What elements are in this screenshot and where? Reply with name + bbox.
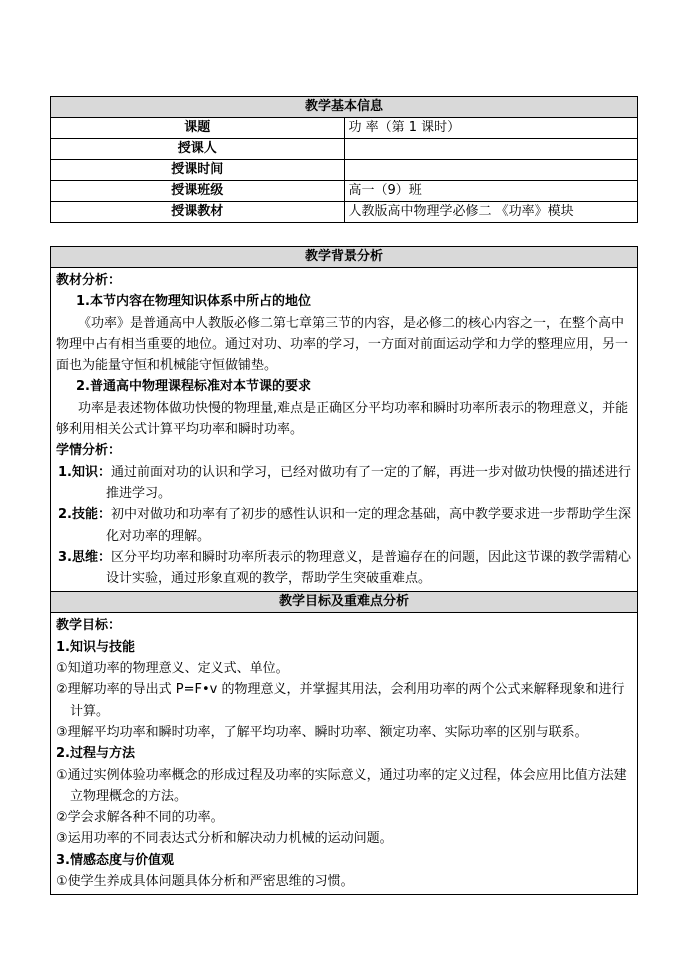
objectives-section <box>51 613 638 895</box>
textbook-analysis-title: 教材分析： <box>56 273 122 288</box>
point2-text: 功率是表述物体做功快慢的物理量,难点是正确区分平均功率和瞬时功率所表示的物理意义，并能够利用相关公式计算平均功率和瞬时功率。 <box>56 400 629 438</box>
learner-item-text: 初中对做功和功率有了初步的感性认识和一定的理念基础，高中教学要求进一步帮助学生深化对功率的理解。 <box>106 507 631 544</box>
table-row <box>51 202 638 223</box>
row-label-topic: 课题 <box>51 118 345 139</box>
row-value-time <box>344 160 638 181</box>
row-value-teacher <box>344 139 638 160</box>
basic-info-header: 教学基本信息 <box>51 97 638 118</box>
row-label-class: 授课班级 <box>51 181 345 202</box>
objectives-title: 教学目标： <box>56 618 122 634</box>
attitude-values-title: 3.情感态度与价值观 <box>56 852 174 868</box>
basic-info-table <box>50 96 638 223</box>
learner-item-skill <box>56 504 632 547</box>
row-value-topic: 功 率（第 1 课时） <box>344 118 638 139</box>
point2-title: 2.普通高中物理课程标准对本节课的要求 <box>76 379 311 395</box>
learner-item-label: 1.知识： <box>58 464 111 480</box>
row-value-textbook: 人教版高中物理学必修二 《功率》模块 <box>344 202 638 223</box>
learner-item-knowledge <box>56 462 632 505</box>
point1-text: 《功率》是普通高中人教版必修二第七章第三节的内容，是必修二的核心内容之一，在整个高中物理中占有相当重要的地位。通过对功、功率的学习，一方面对前面运动学和力学的整理应用，另一面也为能量守恒和机械能守恒做铺垫。 <box>56 315 629 374</box>
list-item: ②学会求解各种不同的功率。 <box>56 810 224 826</box>
learner-item-thinking <box>56 547 632 590</box>
background-header: 教学背景分析 <box>51 247 638 268</box>
background-section <box>51 268 638 592</box>
knowledge-skills-title: 1.知识与技能 <box>56 639 135 655</box>
list-item: ②理解功率的导出式 P=F•v 的物理意义，并掌握其用法，会利用功率的两个公式来解释现象和进行计算。 <box>56 682 625 719</box>
list-item: ③理解平均功率和瞬时功率，了解平均功率、瞬时功率、额定功率、实际功率的区别与联系。 <box>56 724 588 740</box>
table-row <box>51 181 638 202</box>
learner-item-text: 通过前面对功的认识和学习，已经对做功有了一定的了解，再进一步对做功快慢的描述进行推进学习。 <box>106 464 631 501</box>
objectives-header: 教学目标及重难点分析 <box>51 592 638 613</box>
learner-item-label: 2.技能： <box>58 507 111 523</box>
process-methods-title: 2.过程与方法 <box>56 746 135 762</box>
table-row <box>51 118 638 139</box>
learner-item-label: 3.思维： <box>58 549 111 565</box>
learner-analysis-title: 学情分析： <box>56 443 122 459</box>
list-item: ①通过实例体验功率概念的形成过程及功率的实际意义，通过功率的定义过程，体会应用比值方法建立物理概念的方法。 <box>56 767 627 804</box>
row-label-time: 授课时间 <box>51 160 345 181</box>
list-item: ①使学生养成具体问题具体分析和严密思维的习惯。 <box>56 874 354 890</box>
table-row <box>51 139 638 160</box>
row-label-textbook: 授课教材 <box>51 202 345 223</box>
learner-item-text: 区分平均功率和瞬时功率所表示的物理意义，是普遍存在的问题，因此这节课的教学需精心设计实验，通过形象直观的教学，帮助学生突破重难点。 <box>106 549 631 587</box>
list-item: ③运用功率的不同表达式分析和解决动力机械的运动问题。 <box>56 831 393 847</box>
row-label-teacher: 授课人 <box>51 139 345 160</box>
table-row <box>51 160 638 181</box>
point1-title: 1.本节内容在物理知识体系中所占的地位 <box>76 294 311 310</box>
row-value-class: 高一（9）班 <box>344 181 638 202</box>
list-item: ①知道功率的物理意义、定义式、单位。 <box>56 661 289 677</box>
analysis-table <box>50 246 638 895</box>
